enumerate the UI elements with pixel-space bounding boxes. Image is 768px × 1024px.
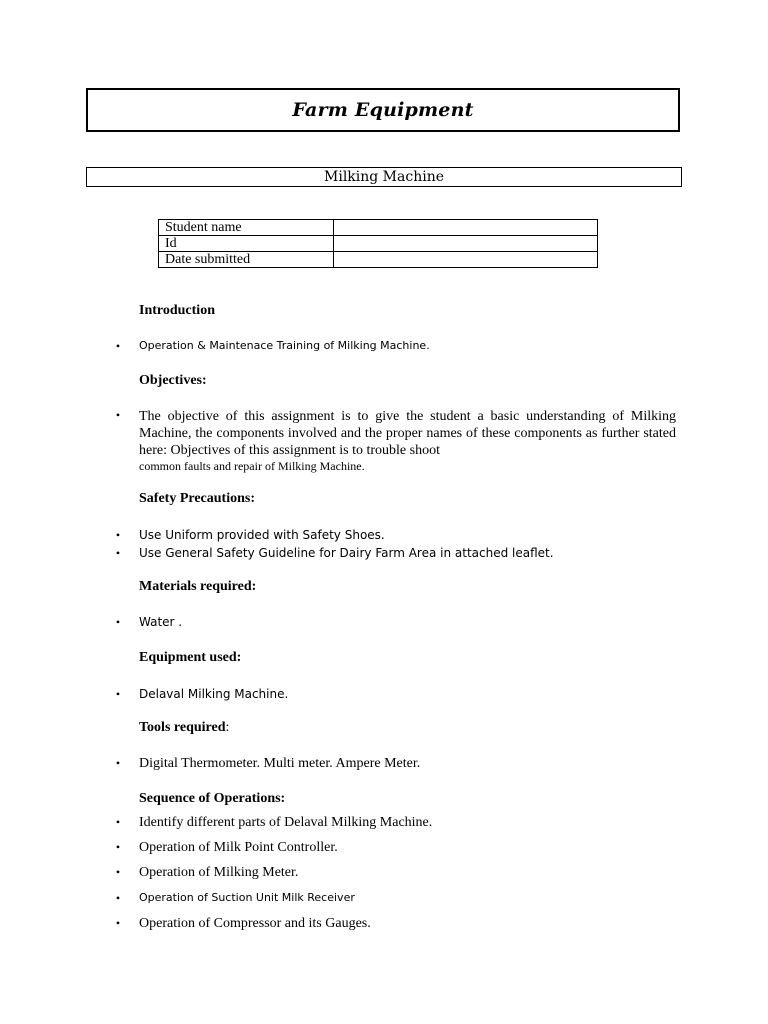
safety-item: Use General Safety Guideline for Dairy Farm Area in attached leaflet. [139,546,554,560]
bullet: • [115,528,121,542]
table-row [159,220,598,236]
bullet: • [115,546,121,560]
bullet: • [115,615,121,629]
materials-heading: Materials required: [139,579,257,594]
bullet: • [115,815,121,829]
bullet: • [115,339,121,353]
bullet: • [115,891,121,905]
bullet: • [115,840,121,854]
tools-heading-text: Tools required [139,720,226,735]
bullet: • [115,865,121,879]
table-row [159,252,598,268]
sequence-item: Operation of Milk Point Controller. [139,840,338,855]
objectives-text-small: common faults and repair of Milking Machine. [139,459,365,473]
equipment-item: Delaval Milking Machine. [139,687,289,701]
introduction-heading: Introduction [139,303,215,318]
safety-heading: Safety Precautions: [139,491,255,506]
id-label: Id [159,236,334,252]
sequence-item: Identify different parts of Delaval Milking Machine. [139,815,433,830]
date-submitted-value [334,252,598,268]
objectives-text: The objective of this assignment is to give the student a basic understanding of Milking Machine, the components involved and the proper names of these components as further stated here: Objectives of this assignment is to trouble shoot [139,409,676,458]
bullet: • [115,408,121,422]
student-info-table [158,219,598,268]
tools-heading [139,720,229,736]
objectives-heading: Objectives: [139,373,207,388]
objectives-paragraph [139,408,676,474]
bullet: • [115,916,121,930]
id-value [334,236,598,252]
tools-heading-suffix: : [225,720,230,735]
student-name-value [334,220,598,236]
sequence-heading: Sequence of Operations: [139,791,286,806]
bullet: • [115,756,121,770]
introduction-item: Operation & Maintenace Training of Milking Machine. [139,339,430,352]
student-name-label: Student name [159,220,334,236]
safety-item: Use Uniform provided with Safety Shoes. [139,528,385,542]
equipment-heading: Equipment used: [139,650,242,665]
bullet: • [115,687,121,701]
subtitle-box [86,167,682,187]
date-submitted-label: Date submitted [159,252,334,268]
document-subtitle: Milking Machine [324,169,444,185]
materials-item: Water . [139,615,183,629]
sequence-item: Operation of Milking Meter. [139,865,299,880]
document-title: Farm Equipment [292,99,474,121]
sequence-item: Operation of Suction Unit Milk Receiver [139,891,355,904]
title-box [86,88,680,132]
table-row [159,236,598,252]
tools-item: Digital Thermometer. Multi meter. Ampere Meter. [139,756,421,771]
sequence-item: Operation of Compressor and its Gauges. [139,916,371,931]
